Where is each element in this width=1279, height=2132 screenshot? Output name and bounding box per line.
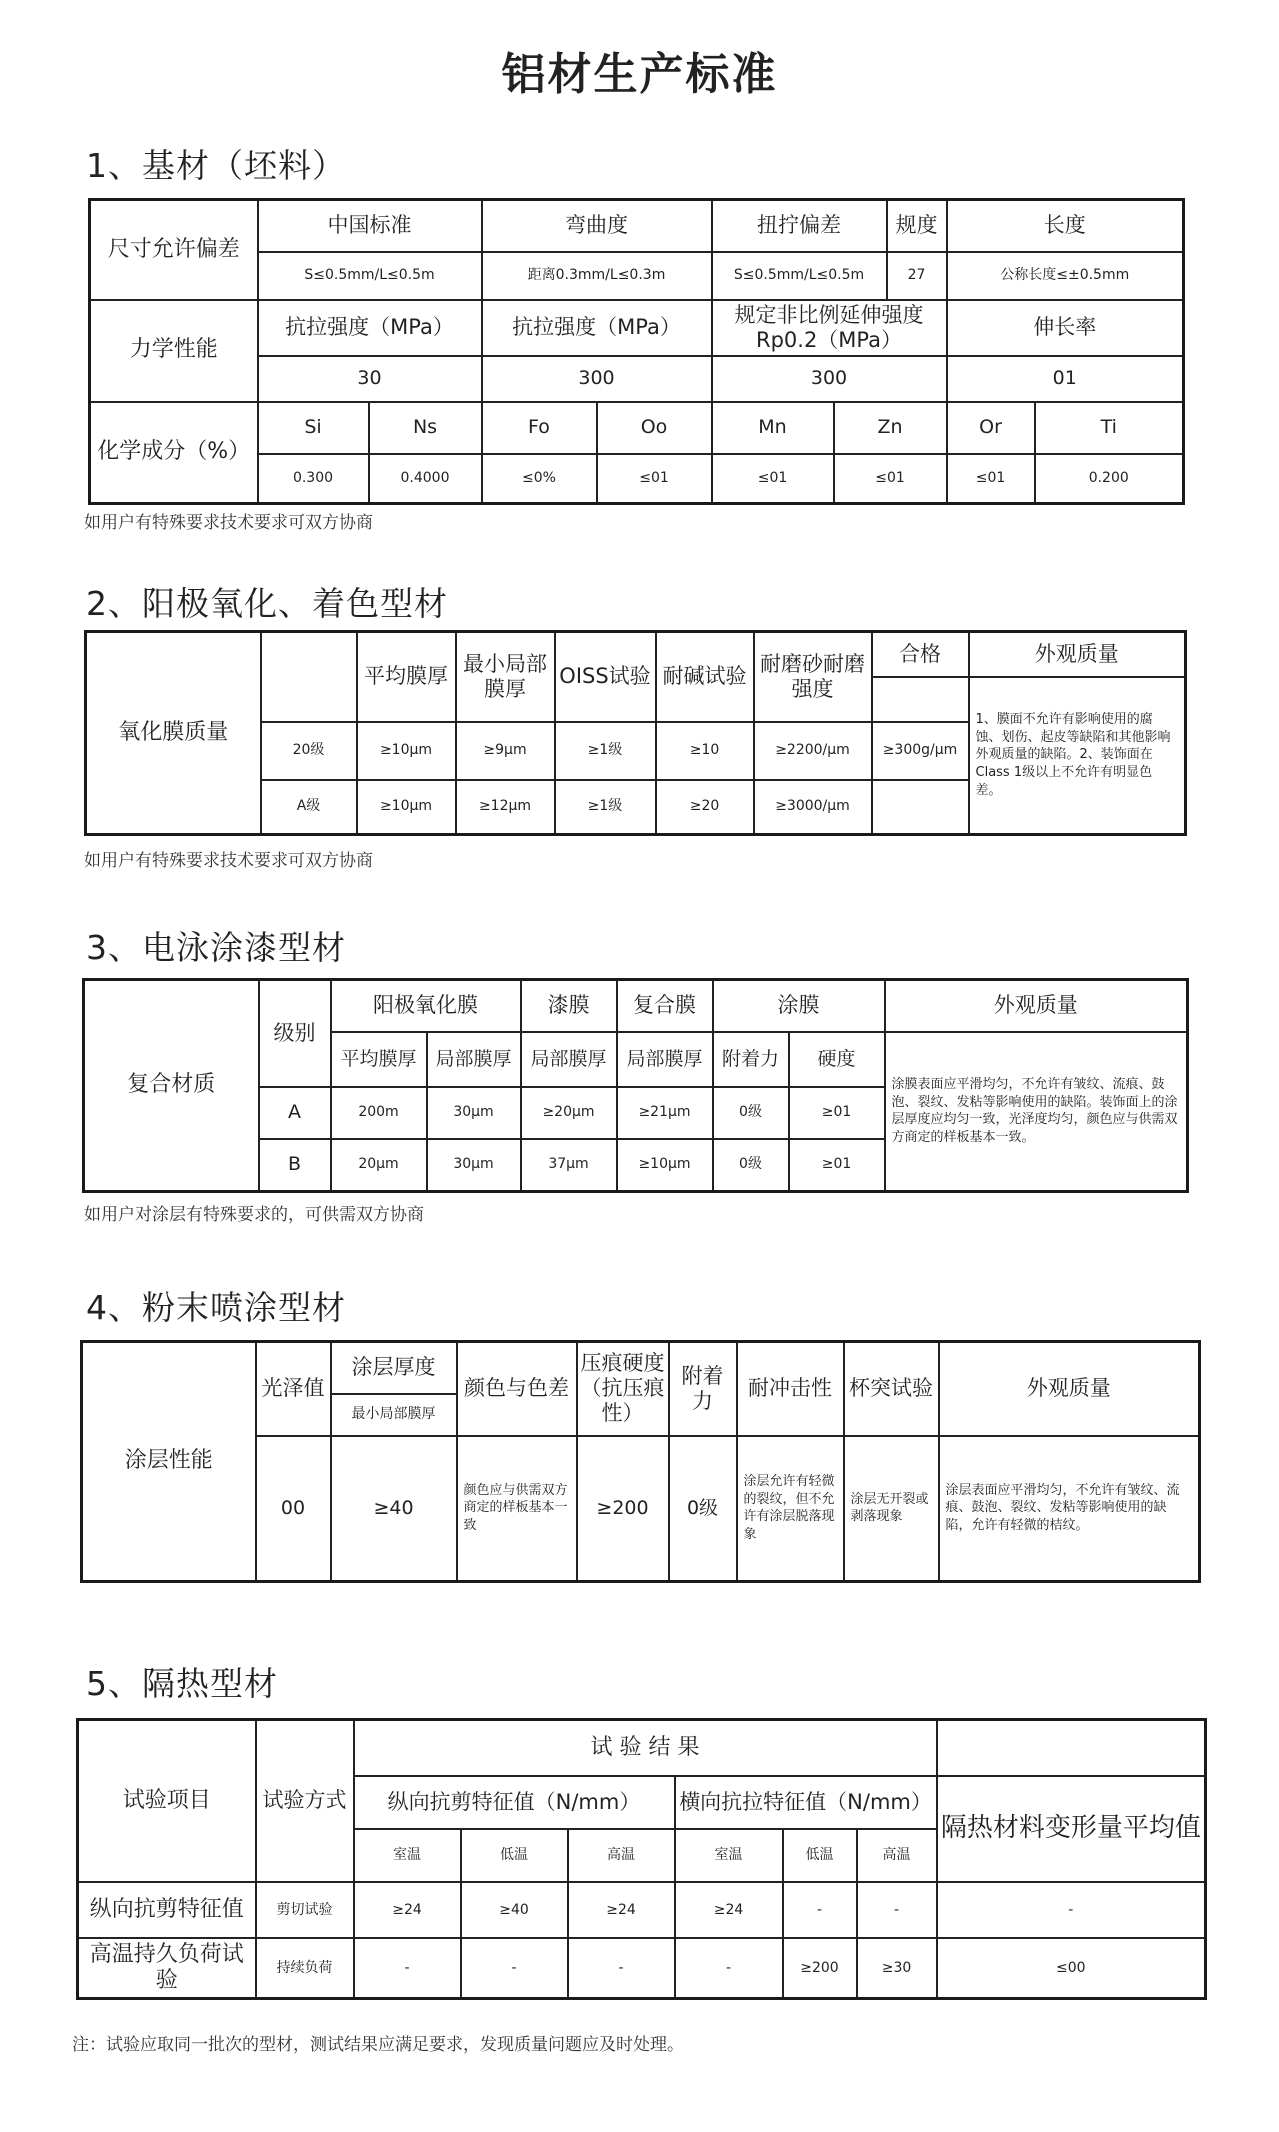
chemical-label: 化学成分（%） [90, 402, 258, 504]
value-cell: 300 [482, 356, 712, 402]
value-cell: 剪切试验 [256, 1882, 354, 1939]
empty-cell [872, 677, 969, 722]
deformation-header: 隔热材料变形量平均值 [937, 1776, 1206, 1881]
value-cell: ≥21μm [617, 1087, 713, 1139]
grade-cell: 20级 [261, 722, 357, 780]
section-1-heading: 1、基材（坯料） [86, 146, 346, 185]
header-cell: 漆膜 [521, 980, 617, 1032]
header-cell: 最小局部膜厚 [456, 632, 555, 722]
value-cell: ≤01 [712, 454, 834, 504]
section-3-note: 如用户对涂层有特殊要求的，可供需双方协商 [84, 1205, 424, 1225]
grade-cell: B [259, 1139, 331, 1192]
value-cell: ≥01 [789, 1139, 885, 1192]
value-cell: ≤00 [937, 1938, 1206, 1998]
header-cell: 耐碱试验 [656, 632, 754, 722]
value-cell: S≤0.5mm/L≤0.5m [712, 252, 887, 300]
header-cell: OISS试验 [555, 632, 656, 722]
value-cell: 01 [947, 356, 1184, 402]
value-cell: - [937, 1882, 1206, 1939]
value-cell: 30 [258, 356, 482, 402]
value-cell: ≥30 [857, 1938, 937, 1998]
value-cell: 0级 [713, 1139, 789, 1192]
header-cell: 规定非比例延伸强度Rp0.2（MPa） [712, 300, 947, 356]
value-cell: 涂层允许有轻微的裂纹，但不允许有涂层脱落现象 [737, 1436, 844, 1582]
value-cell: - [857, 1882, 937, 1939]
value-cell: - [568, 1938, 675, 1998]
value-cell: ≤01 [834, 454, 947, 504]
header-cell: 外观质量 [939, 1342, 1200, 1436]
value-cell: - [461, 1938, 568, 1998]
value-cell: - [354, 1938, 461, 1998]
base-material-table [88, 198, 1185, 505]
value-cell: 0.200 [1035, 454, 1184, 504]
grade-header: 级别 [259, 980, 331, 1087]
subheader-cell: 最小局部膜厚 [331, 1394, 457, 1436]
value-cell: ≤0% [482, 454, 597, 504]
value-cell: ≥1级 [555, 780, 656, 835]
value-cell: 涂层无开裂或剥落现象 [844, 1436, 939, 1582]
appearance-text: 涂层表面应平滑均匀，不允许有皱纹、流痕、鼓泡、裂纹、发粘等影响使用的缺陷，允许有轻微的桔纹。 [939, 1436, 1200, 1582]
mechanical-label: 力学性能 [90, 300, 258, 402]
section-5-note: 注：试验应取同一批次的型材，测试结果应满足要求，发现质量问题应及时处理。 [72, 2035, 684, 2055]
header-cell: 横向抗拉特征值（N/mm） [675, 1776, 937, 1829]
header-cell: 平均膜厚 [357, 632, 456, 722]
header-cell: 复合膜 [617, 980, 713, 1032]
value-cell: ≥20 [656, 780, 754, 835]
value-cell: 300 [712, 356, 947, 402]
row-label: 纵向抗剪特征值 [78, 1882, 256, 1939]
header-cell: 涂层厚度 [331, 1342, 457, 1394]
header-cell: 外观质量 [885, 980, 1188, 1032]
value-cell: ≥300g/μm [872, 722, 969, 780]
header-cell: 合格 [872, 632, 969, 677]
header-cell: 规度 [887, 200, 947, 252]
value-cell: ≥24 [568, 1882, 675, 1939]
value-cell: 持续负荷 [256, 1938, 354, 1998]
header-cell: 光泽值 [256, 1342, 331, 1436]
subheader-cell: 平均膜厚 [331, 1032, 427, 1087]
header-cell: 纵向抗剪特征值（N/mm） [354, 1776, 675, 1829]
value-cell: ≥10μm [357, 780, 456, 835]
header-cell: 阳极氧化膜 [331, 980, 521, 1032]
section-5-heading: 5、隔热型材 [86, 1664, 278, 1703]
value-cell: ≥200 [783, 1938, 857, 1998]
grade-cell: A [259, 1087, 331, 1139]
header-cell: 附着力 [669, 1342, 737, 1436]
header-cell: 弯曲度 [482, 200, 712, 252]
header-cell: 涂膜 [713, 980, 885, 1032]
subheader-cell: 硬度 [789, 1032, 885, 1087]
value-cell: ≥10μm [357, 722, 456, 780]
value-cell: 0级 [713, 1087, 789, 1139]
value-cell: ≥40 [331, 1436, 457, 1582]
temp-cell: 高温 [568, 1829, 675, 1882]
header-cell: 扭拧偏差 [712, 200, 887, 252]
element-cell: Mn [712, 402, 834, 454]
subheader-cell: 局部膜厚 [617, 1032, 713, 1087]
value-cell: ≥3000/μm [754, 780, 872, 835]
value-cell: ≥40 [461, 1882, 568, 1939]
value-cell [872, 780, 969, 835]
temp-cell: 室温 [675, 1829, 783, 1882]
value-cell: 200m [331, 1087, 427, 1139]
value-cell: - [783, 1882, 857, 1939]
section-2-heading: 2、阳极氧化、着色型材 [86, 584, 448, 623]
empty-cell [937, 1720, 1206, 1777]
appearance-text: 1、膜面不允许有影响使用的腐蚀、划伤、起皮等缺陷和其他影响外观质量的缺陷。2、装饰面在Class 1级以上不允许有明显色差。 [969, 677, 1186, 835]
powder-coating-table [80, 1340, 1201, 1583]
header-cell: 外观质量 [969, 632, 1186, 677]
dim-tolerance-label: 尺寸允许偏差 [90, 200, 258, 300]
value-cell: 0.300 [258, 454, 369, 504]
value-cell: S≤0.5mm/L≤0.5m [258, 252, 482, 300]
header-cell: 颜色与色差 [457, 1342, 577, 1436]
value-cell: ≥01 [789, 1087, 885, 1139]
temp-cell: 室温 [354, 1829, 461, 1882]
composite-label: 复合材质 [84, 980, 259, 1192]
test-method-header: 试验方式 [256, 1720, 354, 1882]
value-cell: - [675, 1938, 783, 1998]
value-cell: ≥20μm [521, 1087, 617, 1139]
value-cell: ≥24 [675, 1882, 783, 1939]
value-cell: 30μm [427, 1139, 521, 1192]
element-cell: Fo [482, 402, 597, 454]
header-cell: 抗拉强度（MPa） [482, 300, 712, 356]
element-cell: Ti [1035, 402, 1184, 454]
value-cell: ≥10μm [617, 1139, 713, 1192]
header-cell: 中国标准 [258, 200, 482, 252]
value-cell: 27 [887, 252, 947, 300]
value-cell: 30μm [427, 1087, 521, 1139]
header-cell: 伸长率 [947, 300, 1184, 356]
header-cell: 耐磨砂耐磨强度 [754, 632, 872, 722]
value-cell: ≥24 [354, 1882, 461, 1939]
element-cell: Oo [597, 402, 712, 454]
element-cell: Si [258, 402, 369, 454]
value-cell: ≥9μm [456, 722, 555, 780]
element-cell: Zn [834, 402, 947, 454]
anodized-table [84, 630, 1187, 836]
section-4-heading: 4、粉末喷涂型材 [86, 1288, 346, 1327]
electrophoretic-table [82, 978, 1189, 1193]
header-cell: 压痕硬度（抗压痕性） [577, 1342, 669, 1436]
value-cell: 0.4000 [369, 454, 482, 504]
test-item-header: 试验项目 [78, 1720, 256, 1882]
value-cell: ≥200 [577, 1436, 669, 1582]
value-cell: ≥1级 [555, 722, 656, 780]
oxide-film-label: 氧化膜质量 [86, 632, 261, 835]
grade-cell: A级 [261, 780, 357, 835]
row-label: 高温持久负荷试验 [78, 1938, 256, 1998]
subheader-cell: 附着力 [713, 1032, 789, 1087]
subheader-cell: 局部膜厚 [427, 1032, 521, 1087]
value-cell: ≤01 [597, 454, 712, 504]
section-3-heading: 3、电泳涂漆型材 [86, 928, 346, 967]
subheader-cell: 局部膜厚 [521, 1032, 617, 1087]
header-cell: 长度 [947, 200, 1184, 252]
value-cell: 0级 [669, 1436, 737, 1582]
coating-label: 涂层性能 [82, 1342, 256, 1582]
page-title: 铝材生产标准 [501, 49, 778, 100]
value-cell: 00 [256, 1436, 331, 1582]
header-cell: 杯突试验 [844, 1342, 939, 1436]
header-cell: 抗拉强度（MPa） [258, 300, 482, 356]
value-cell: ≤01 [947, 454, 1035, 504]
thermal-break-table [76, 1718, 1207, 2000]
value-cell: 距离0.3mm/L≤0.3m [482, 252, 712, 300]
element-cell: Or [947, 402, 1035, 454]
value-cell: 37μm [521, 1139, 617, 1192]
value-cell: 20μm [331, 1139, 427, 1192]
value-cell: 颜色应与供需双方商定的样板基本一致 [457, 1436, 577, 1582]
section-1-note: 如用户有特殊要求技术要求可双方协商 [84, 513, 373, 533]
section-2-note: 如用户有特殊要求技术要求可双方协商 [84, 851, 373, 871]
value-cell: ≥10 [656, 722, 754, 780]
header-cell: 耐冲击性 [737, 1342, 844, 1436]
value-cell: 公称长度≤±0.5mm [947, 252, 1184, 300]
results-header: 试 验 结 果 [354, 1720, 937, 1777]
appearance-text: 涂膜表面应平滑均匀，不允许有皱纹、流痕、鼓泡、裂纹、发粘等影响使用的缺陷。装饰面上的涂层厚度应均匀一致，光泽度均匀，颜色应与供需双方商定的样板基本一致。 [885, 1032, 1188, 1192]
value-cell: ≥12μm [456, 780, 555, 835]
temp-cell: 低温 [783, 1829, 857, 1882]
temp-cell: 高温 [857, 1829, 937, 1882]
value-cell: ≥2200/μm [754, 722, 872, 780]
element-cell: Ns [369, 402, 482, 454]
header-cell [261, 632, 357, 722]
temp-cell: 低温 [461, 1829, 568, 1882]
